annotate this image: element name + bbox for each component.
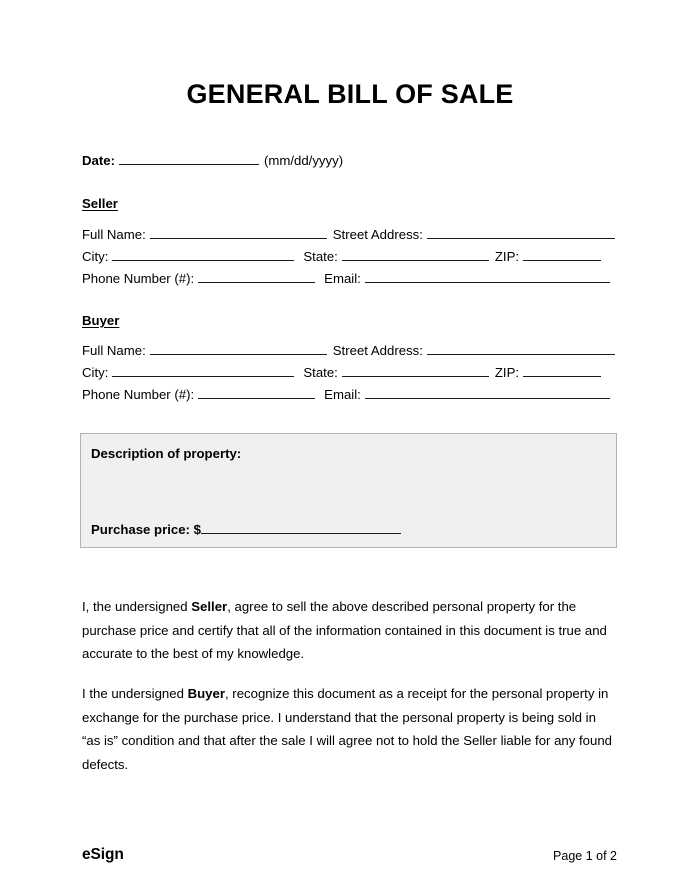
date-field-row	[82, 151, 343, 168]
property-description-box[interactable]	[80, 433, 617, 548]
buyer-state-input[interactable]	[342, 363, 489, 377]
property-description-label: Description of property:	[91, 446, 242, 461]
date-format-hint: (mm/dd/yyyy)	[263, 153, 344, 168]
seller-full-name-input[interactable]	[150, 225, 327, 239]
seller-paragraph-before: I, the undersigned	[82, 599, 192, 614]
seller-city-label: City:	[82, 249, 109, 264]
seller-name-address-row	[82, 225, 618, 244]
currency-symbol: $	[193, 522, 201, 537]
seller-zip-input[interactable]	[523, 247, 601, 261]
seller-full-name-label: Full Name:	[82, 227, 146, 242]
buyer-street-address-label: Street Address:	[332, 343, 423, 358]
esign-logo: eSign	[82, 846, 124, 863]
seller-phone-label: Phone Number (#):	[82, 271, 195, 286]
date-label: Date:	[82, 153, 115, 168]
seller-street-address-input[interactable]	[427, 225, 615, 239]
buyer-full-name-label: Full Name:	[82, 343, 146, 358]
buyer-paragraph-bold-term: Buyer	[187, 686, 225, 701]
seller-email-input[interactable]	[365, 269, 610, 283]
buyer-email-input[interactable]	[365, 385, 610, 399]
purchase-price-label: Purchase price:	[91, 522, 190, 537]
seller-state-input[interactable]	[342, 247, 489, 261]
seller-paragraph-after: , agree to sell the above described personal property for the purchase price and certify that all of the information contained in this document is true and accurate to the best of my knowledge.	[82, 599, 607, 661]
buyer-name-address-row	[82, 341, 618, 360]
seller-zip-label: ZIP:	[494, 249, 520, 264]
seller-city-state-zip-row	[82, 247, 618, 266]
seller-email-label: Email:	[324, 271, 361, 286]
buyer-paragraph-after: , recognize this document as a receipt for the personal property in exchange for the purchase price. I understand that the personal property is being sold in “as is” condition and that after the sale I will agree not to hold the Seller liable for any found defects.	[82, 686, 613, 772]
seller-street-address-label: Street Address:	[332, 227, 423, 242]
seller-city-input[interactable]	[112, 247, 294, 261]
seller-phone-input[interactable]	[198, 269, 315, 283]
buyer-section-heading: Buyer	[82, 313, 120, 328]
seller-state-label: State:	[303, 249, 338, 264]
page-indicator: Page 1 of 2	[553, 849, 617, 863]
seller-section-heading: Seller	[82, 196, 118, 211]
buyer-city-label: City:	[82, 365, 109, 380]
buyer-street-address-input[interactable]	[427, 341, 615, 355]
page-title: GENERAL BILL OF SALE	[186, 79, 514, 109]
seller-phone-email-row	[82, 269, 618, 288]
purchase-price-input[interactable]	[201, 520, 401, 534]
buyer-phone-email-row	[82, 385, 618, 404]
buyer-zip-input[interactable]	[523, 363, 601, 377]
buyer-full-name-input[interactable]	[150, 341, 327, 355]
buyer-paragraph-before: I the undersigned	[82, 686, 188, 701]
date-input-blank[interactable]	[119, 151, 259, 165]
buyer-phone-label: Phone Number (#):	[82, 387, 195, 402]
buyer-state-label: State:	[303, 365, 338, 380]
buyer-email-label: Email:	[324, 387, 361, 402]
seller-agreement-paragraph	[82, 595, 617, 666]
buyer-city-input[interactable]	[112, 363, 294, 377]
seller-paragraph-bold-term: Seller	[191, 599, 228, 614]
purchase-price-row	[91, 520, 401, 537]
buyer-zip-label: ZIP:	[494, 365, 520, 380]
buyer-city-state-zip-row	[82, 363, 618, 382]
buyer-phone-input[interactable]	[198, 385, 315, 399]
buyer-agreement-paragraph	[82, 682, 617, 776]
